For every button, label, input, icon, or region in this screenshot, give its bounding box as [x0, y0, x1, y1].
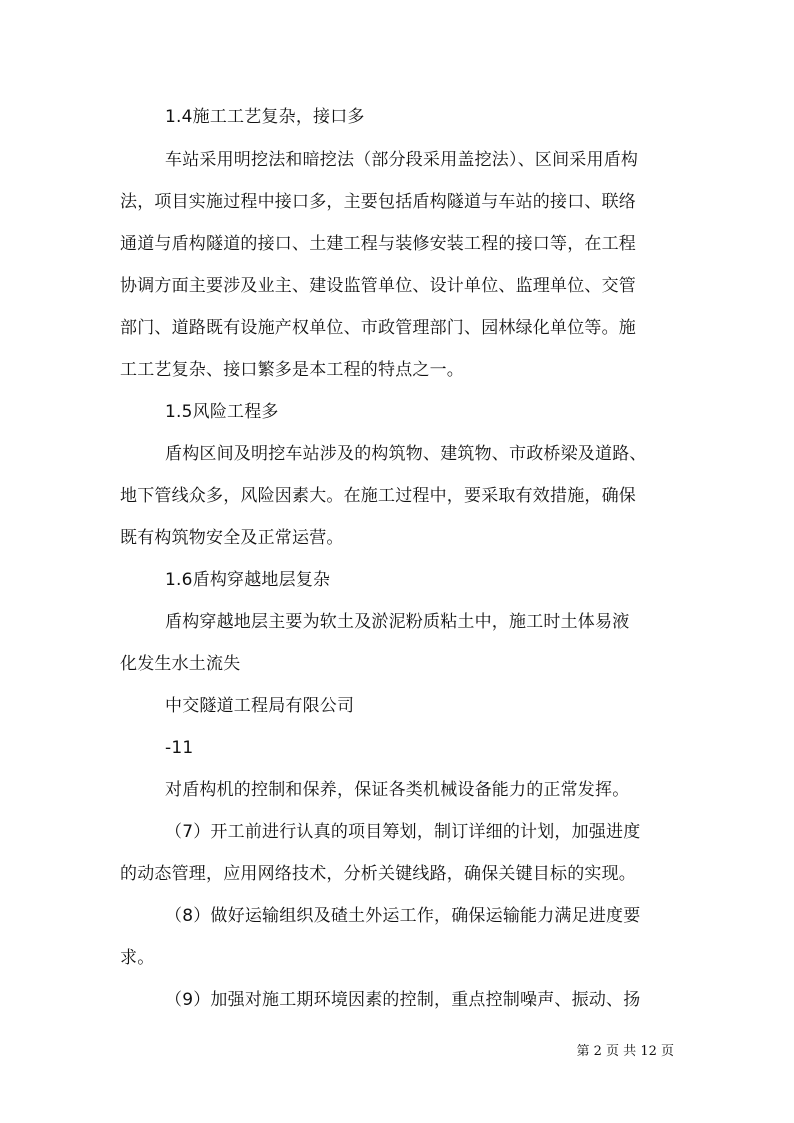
section-heading-1-4: 1.4施工工艺复杂，接口多: [165, 107, 365, 127]
paragraph-line: 对盾构机的控制和保养，保证各类机械设备能力的正常发挥。: [165, 780, 630, 800]
paragraph-line: 的动态管理，应用网络技术，分析关键线路，确保关键目标的实现。: [120, 864, 636, 884]
paragraph-line: 部门、道路既有设施产权单位、市政管理部门、园林绿化单位等。施: [120, 318, 636, 338]
list-item-9: （9）加强对施工期环境因素的控制，重点控制噪声、振动、扬: [165, 990, 641, 1010]
paragraph-line: 化发生水土流失: [120, 654, 241, 674]
paragraph-line: 盾构区间及明挖车站涉及的构筑物、建筑物、市政桥梁及道路、: [165, 444, 647, 464]
paragraph-line: 盾构穿越地层主要为软土及淤泥粉质粘土中，施工时土体易液: [165, 612, 630, 632]
paragraph-line: 求。: [120, 948, 155, 968]
paragraph-line: 通道与盾构隧道的接口、土建工程与装修安装工程的接口等，在工程: [120, 234, 636, 254]
list-item-8: （8）做好运输组织及碴土外运工作，确保运输能力满足进度要: [165, 906, 641, 926]
paragraph-line: 地下管线众多，风险因素大。在施工过程中，要采取有效措施，确保: [120, 486, 636, 506]
section-heading-1-6: 1.6盾构穿越地层复杂: [165, 570, 331, 590]
page-number-footer: 第 2 页 共 12 页: [576, 1044, 674, 1059]
paragraph-line: 车站采用明挖法和暗挖法（部分段采用盖挖法）、区间采用盾构: [165, 150, 639, 170]
company-name: 中交隧道工程局有限公司: [165, 696, 355, 716]
paragraph-line: 法，项目实施过程中接口多，主要包括盾构隧道与车站的接口、联络: [120, 192, 636, 212]
section-heading-1-5: 1.5风险工程多: [165, 402, 279, 422]
inline-page-marker: -11: [165, 738, 194, 758]
paragraph-line: 既有构筑物安全及正常运营。: [120, 528, 344, 548]
list-item-7: （7）开工前进行认真的项目筹划，制订详细的计划，加强进度: [165, 822, 641, 842]
paragraph-line: 工工艺复杂、接口繁多是本工程的特点之一。: [120, 360, 464, 380]
paragraph-line: 协调方面主要涉及业主、建设监管单位、设计单位、监理单位、交管: [120, 276, 636, 296]
